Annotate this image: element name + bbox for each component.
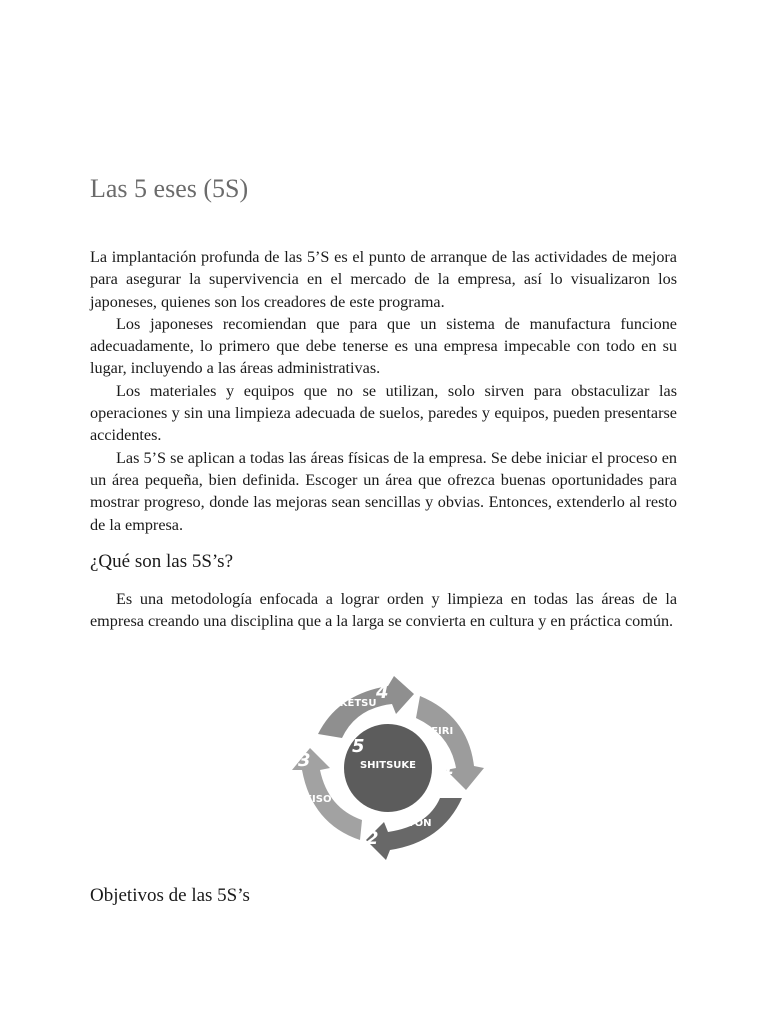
5s-cycle-diagram [290,672,486,862]
section-heading-objetivos: Objetivos de las 5S’s [90,885,250,906]
paragraph-1: La implantación profunda de las 5’S es el punto de arranque de las actividades de mejora para asegurar la supervivencia en el mercado de la empresa, así lo visualizaron los japoneses, quienes son los creadores de este programa. [90,248,677,311]
seiso-label: SEISO [298,794,332,805]
seiton-number: 2 [366,828,379,849]
center-label: SHITSUKE [359,760,417,771]
seiri-label: SEIRI [424,726,454,737]
seiso-number: 3 [298,750,311,771]
seiketsu-label: SEIKETSU [322,698,377,709]
seiri-number: 1 [442,758,455,779]
seiketsu-number: 4 [376,682,389,703]
paragraph-4: Las 5’S se aplican a todas las áreas físicas de la empresa. Se debe iniciar el proceso en un área pequeña, bien definida. Escoger un área que ofrezca buenas oportunidades para mostrar progreso, donde las mejoras sean sencillas y obvias. Entonces, extenderlo al resto de la empresa. [90,448,677,534]
definition-paragraph: Es una metodología enfocada a lograr orden y limpieza en todas las áreas de la empresa creando una disciplina que a la larga se convierta en cultura y en práctica común. [90,590,677,631]
definition-text [90,588,677,633]
cycle-svg [290,672,486,862]
page-title: Las 5 eses (5S) [90,174,249,203]
paragraph-2: Los japoneses recomiendan que para que un sistema de manufactura funcione adecuadamente, lo primero que debe tenerse es una empresa impecable con todo en su lugar, incluyendo a las áreas administrativas. [90,314,677,378]
center-number: 5 [352,736,365,757]
paragraph-3: Los materiales y equipos que no se utilizan, solo sirven para obstaculizar las operaciones y sin una limpieza adecuada de suelos, paredes y equipos, pueden presentarse accidentes. [90,381,677,445]
section-heading-que-son: ¿Qué son las 5S’s? [90,551,234,572]
intro-text [90,246,677,536]
seiton-label: SEITON [390,818,432,829]
